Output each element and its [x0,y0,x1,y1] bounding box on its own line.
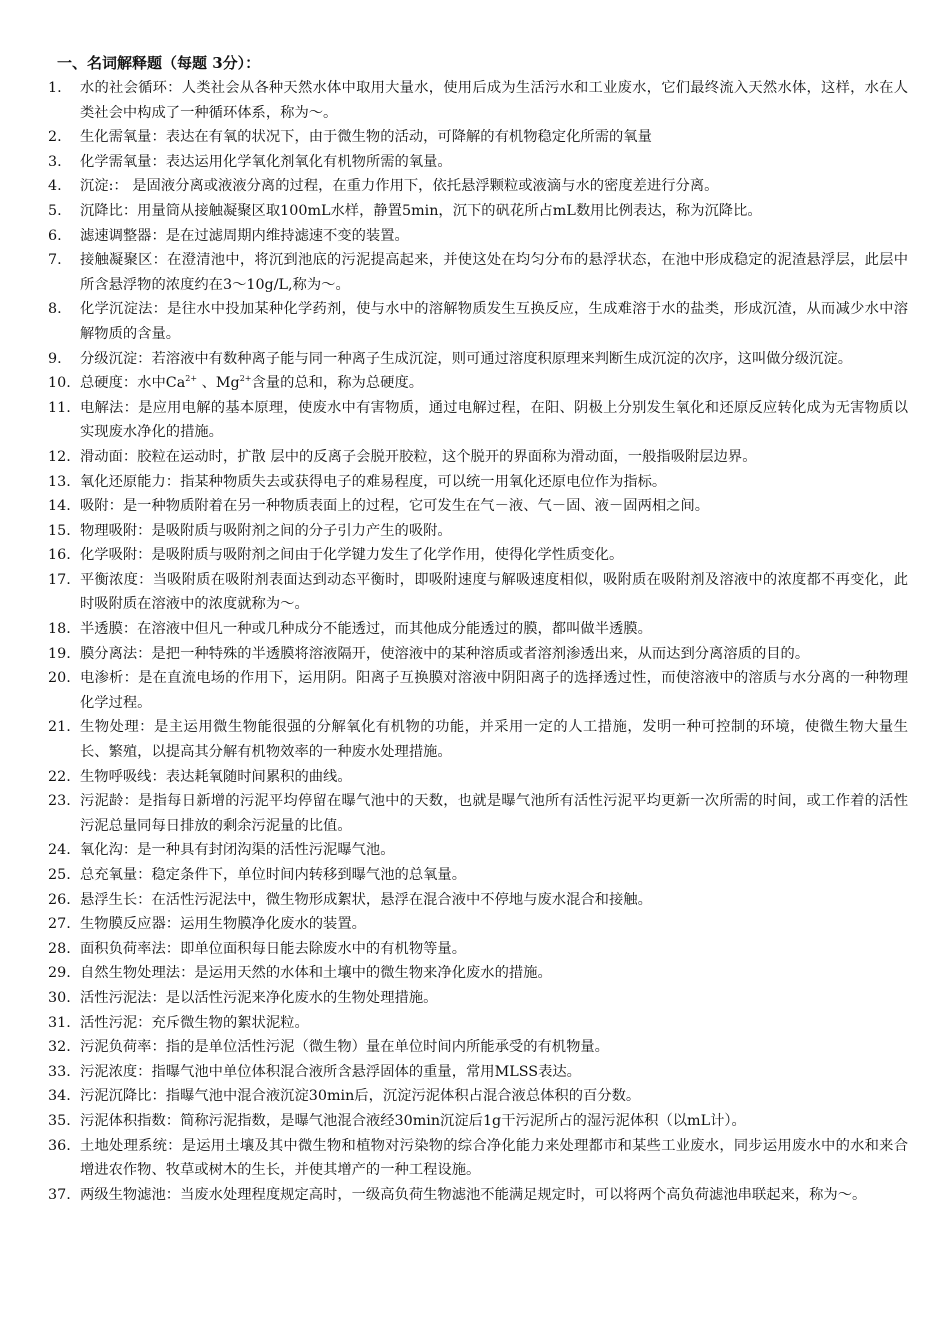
item-number: 36. [48,1137,71,1154]
item-text: 污泥沉降比：指曝气池中混合液沉淀30min后，沉淀污泥体积占混合液总体积的百分数。 [80,1088,641,1105]
item-number: 29. [48,965,71,982]
list-item [28,174,908,199]
list-item [28,199,908,224]
list-item [28,1011,908,1036]
list-item [28,445,908,470]
list-item [28,248,908,297]
list-item [28,912,908,937]
item-number: 8. [48,301,62,318]
list-item [28,396,908,445]
item-number: 34. [48,1088,71,1105]
list-item [28,125,908,150]
item-text: 面积负荷率法：即单位面积每日能去除废水中的有机物等量。 [80,940,467,957]
list-item [28,470,908,495]
item-text: 生物膜反应器：运用生物膜净化废水的装置。 [80,916,366,933]
list-item [28,642,908,667]
item-text: 活性污泥法：是以活性污泥来净化废水的生物处理措施。 [80,989,438,1006]
item-number: 14. [48,498,71,515]
item-text: 水的社会循环：人类社会从各种天然水体中取用大量水，使用后成为生活污水和工业废水，它们最终流入天然水体，这样，水在人类社会中构成了一种循环体系，称为～。 [80,80,908,121]
item-text: 活性污泥：充斥微生物的絮状泥粒。 [80,1014,309,1031]
item-text: 化学需氧量：表达运用化学氧化剂氧化有机物所需的氧量。 [80,153,452,170]
item-text: 电解法：是应用电解的基本原理，使废水中有害物质，通过电解过程，在阳、阴极上分别发生氧化和还原反应转化成为无害物质以实现废水净化的措施。 [80,399,908,441]
list-item [28,224,908,249]
list-item [28,617,908,642]
item-text: 总充氧量：稳定条件下，单位时间内转移到曝气池的总氧量。 [80,867,467,883]
item-number: 25. [48,867,71,883]
list-item [28,715,908,764]
item-number: 35. [48,1112,71,1129]
item-text: 物理吸附：是吸附质与吸附剂之间的分子引力产生的吸附。 [80,522,452,539]
item-text: 接触凝聚区：在澄清池中，将沉到池底的污泥提高起来，并使这处在均匀分布的悬浮状态，在池中形成稳定的泥渣悬浮层，此层中所含悬浮物的浓度约在3～10g/L,称为～。 [80,252,908,293]
item-number: 9. [48,350,62,367]
list-item [28,666,908,715]
list-item [28,1035,908,1060]
item-number: 33. [48,1063,71,1080]
item-number: 13. [48,473,71,490]
item-number: 23. [48,793,71,810]
list-item [28,371,908,396]
item-number: 27. [48,916,71,933]
item-text: 生物呼吸线：表达耗氧随时间累积的曲线。 [80,768,352,785]
item-number: 17. [48,571,71,588]
item-text: 半透膜：在溶液中但凡一种或几种成分不能透过，而其他成分能透过的膜，都叫做半透膜。 [80,621,652,638]
item-number: 31. [48,1014,71,1031]
item-number: 28. [48,940,71,957]
list-item [28,888,908,913]
list-item [28,1060,908,1085]
list-item [28,76,908,125]
item-text: 土地处理系统：是运用土壤及其中微生物和植物对污染物的综合净化能力来处理都市和某些工业废水，同步运用废水中的水和来合增进农作物、牧草或树木的生长，并使其增产的一种工程设施。 [80,1137,908,1179]
item-text: 滑动面：胶粒在运动时，扩散 层中的反离子会脱开胶粒，这个脱开的界面称为滑动面，一般指吸附层边界。 [80,448,757,465]
item-number: 37. [48,1186,71,1203]
item-text: 沉降比：用量筒从接触凝聚区取100mL水样，静置5min，沉下的矾花所占mL数用比例表达，称为沉降比。 [80,202,762,219]
item-text: 氧化沟：是一种具有封闭沟渠的活性污泥曝气池。 [80,842,395,859]
item-text: 化学沉淀法：是往水中投加某种化学药剂，使与水中的溶解物质发生互换反应，生成难溶于水的盐类，形成沉渣，从而减少水中溶解物质的含量。 [80,301,908,342]
item-number: 11. [48,399,71,416]
item-text: 氧化还原能力：指某种物质失去或获得电子的难易程度，可以统一用氧化还原电位作为指标。 [80,473,667,490]
item-text: 总硬度：水中$Ca^{2+}$ 、$Mg^{2+}$含量的总和，称为总硬度。 [80,374,424,392]
item-number: 15. [48,522,71,539]
item-number: 26. [48,891,71,908]
item-number: 2. [48,129,62,146]
item-number: 10. [48,375,71,392]
item-number: 24. [48,842,71,859]
item-number: 3. [48,153,62,170]
list-item [28,961,908,986]
list-item [28,838,908,863]
item-text: 污泥负荷率：指的是单位活性污泥（微生物）量在单位时间内所能承受的有机物量。 [80,1039,609,1056]
item-number: 7. [48,252,62,269]
list-item [28,543,908,568]
list-item [28,765,908,790]
item-text: 膜分离法：是把一种特殊的半透膜将溶液隔开，使溶液中的某种溶质或者溶剂渗透出来，从而达到分离溶质的目的。 [80,645,810,662]
item-text: 生物处理：是主运用微生物能很强的分解氧化有机物的功能，并采用一定的人工措施，发明一种可控制的环境，使微生物大量生长、繁殖，以提高其分解有机物效率的一种废水处理措施。 [80,719,908,761]
list-item [28,1109,908,1134]
item-text: 污泥浓度：指曝气池中单位体积混合液所含悬浮固体的重量，常用MLSS表达。 [80,1063,581,1080]
item-text: 分级沉淀：若溶液中有数种离子能与同一种离子生成沉淀，则可通过溶度积原理来判断生成沉淀的次序，这叫做分级沉淀。 [80,350,853,367]
item-number: 16. [48,547,71,564]
item-text: 两级生物滤池：当废水处理程度规定高时，一级高负荷生物滤池不能满足规定时，可以将两个高负荷滤池串联起来，称为～。 [80,1186,867,1203]
item-number: 30. [48,989,71,1006]
list-item [28,789,908,838]
list-item [28,519,908,544]
item-text: 污泥龄：是指每日新增的污泥平均停留在曝气池中的天数，也就是曝气池所有活性污泥平均更新一次所需的时间，或工作着的活性污泥总量同每日排放的剩余污泥量的比值。 [80,793,908,834]
list-item [28,937,908,962]
item-number: 1. [48,80,62,96]
item-text: 电渗析：是在直流电场的作用下，运用阴。阳离子互换膜对溶液中阴阳离子的选择透过性，而使溶液中的溶质与水分离的一种物理化学过程。 [80,670,908,711]
item-number: 21. [48,719,71,736]
item-text: 沉淀:： 是固液分离或液液分离的过程，在重力作用下，依托悬浮颗粒或液滴与水的密度差进行分离。 [80,178,719,195]
item-text: 悬浮生长：在活性污泥法中，微生物形成絮状，悬浮在混合液中不停地与废水混合和接触。 [80,891,652,908]
item-number: 19. [48,645,71,662]
list-item [28,494,908,519]
item-number: 4. [48,178,62,195]
item-text: 污泥体积指数：简称污泥指数，是曝气池混合液经30min沉淀后1g干污泥所占的湿污泥体积（以mL计）。 [80,1112,746,1129]
item-number: 6. [48,227,62,244]
item-text: 自然生物处理法：是运用天然的水体和土壤中的微生物来净化废水的措施。 [80,965,552,982]
list-item [28,297,908,346]
item-text: 吸附：是一种物质附着在另一种物质表面上的过程，它可发生在气－液、气－固、液－固两相之间。 [80,498,710,515]
list-item [28,1084,908,1109]
item-text: 生化需氧量：表达在有氧的状况下，由于微生物的活动，可降解的有机物稳定化所需的氧量 [80,129,652,146]
list-item [28,986,908,1011]
item-text: 平衡浓度：当吸附质在吸附剂表面达到动态平衡时，即吸附速度与解吸速度相似，吸附质在吸附剂及溶液中的浓度都不再变化，此时吸附质在溶液中的浓度就称为～。 [80,571,908,613]
item-text: 滤速调整器：是在过滤周期内维持滤速不变的装置。 [80,227,409,244]
item-number: 12. [48,448,71,465]
item-number: 18. [48,621,71,638]
section-heading: 一、名词解释题（每题 3分）： [57,54,261,72]
list-item [28,1134,908,1183]
list-item [28,347,908,372]
item-text: 化学吸附：是吸附质与吸附剂之间由于化学键力发生了化学作用，使得化学性质变化。 [80,547,624,564]
item-number: 22. [48,768,71,785]
list-item [28,863,908,888]
list-item [28,1183,908,1208]
item-number: 20. [48,670,71,687]
item-number: 5. [48,202,62,219]
definition-list [28,76,908,1207]
list-item [28,150,908,175]
list-item [28,568,908,617]
item-number: 32. [48,1039,71,1056]
